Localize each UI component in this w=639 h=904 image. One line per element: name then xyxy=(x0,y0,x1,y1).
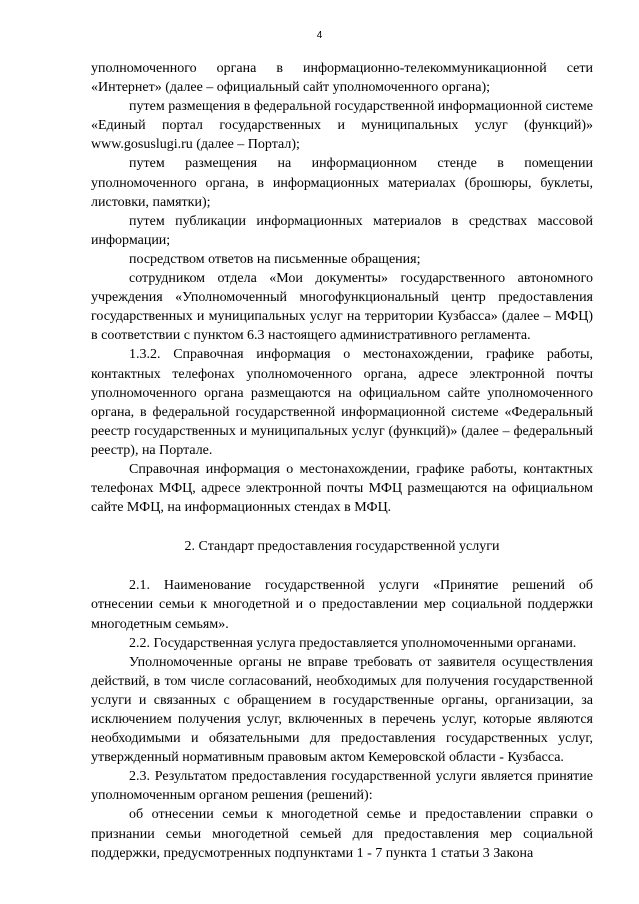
paragraph: Справочная информация о местонахождении, графике работы, контактных телефонах МФЦ, адресе электронной почты МФЦ размещаются на официальном сайте МФЦ, на информационных стендах в МФЦ. xyxy=(91,461,593,516)
paragraph: об отнесении семьи к многодетной семье и предоставлении справки о признании семьи многодетной семьей для предоставления мер социальной поддержки, предусмотренных подпунктами 1 - 7 пункта 1 статьи 3 Закона xyxy=(91,807,593,861)
paragraph: посредством ответов на письменные обращения; xyxy=(129,251,421,267)
paragraph: 1.3.2. Справочная информация о местонахождении, графике работы, контактных телефонах уполномоченного органа, адресе электронной почты уполномоченного органа размещаются на официальном сайте уполномоченного органа, в федеральной государственной информационной системе «Федеральный реестр государственных и муниципальных услуг (функций)» (далее – федеральный реестр), на Портале. xyxy=(91,347,593,458)
paragraph: путем размещения в федеральной государственной информационной системе «Единый портал государственных и муниципальных услуг (функций)» www.gosuslugi.ru (далее – Портал); xyxy=(91,99,593,153)
paragraph: уполномоченного органа в информационно-телекоммуникационной сети «Интернет» (далее – официальный сайт уполномоченного органа); xyxy=(91,61,593,96)
paragraph: Уполномоченные органы не вправе требовать от заявителя осуществления действий, в том числе согласований, необходимых для получения государственной услуги и связанных с обращением в государственные органы, организации, за исключением получения услуг, включенных в перечень услуг, которые являются необходимыми и обязательными для предоставления государственных услуг, утвержденный нормативным правовым актом Кемеровской области - Кузбасса. xyxy=(91,654,593,766)
paragraph: сотрудником отдела «Мои документы» государственного автономного учреждения «Уполномоченный многофункциональный центр предоставления государственных и муниципальных услуг на территории Кузбасса» (далее – МФЦ) в соответствии с пунктом 6.3 настоящего административного регламента. xyxy=(91,271,593,344)
paragraph: 2.2. Государственная услуга предоставляется уполномоченными органами. xyxy=(129,635,577,651)
document-body xyxy=(91,59,593,863)
section-heading: 2. Стандарт предоставления государственной услуги xyxy=(184,539,500,555)
paragraph: путем публикации информационных материалов в средствах массовой информации; xyxy=(91,213,593,248)
paragraph: 2.3. Результатом предоставления государственной услуги является принятие уполномоченным органом решения (решений): xyxy=(91,769,593,804)
page-number: 4 xyxy=(316,30,323,41)
paragraph: 2.1. Наименование государственной услуги «Принятие решений об отнесении семьи к многодетной и о предоставлении мер социальной поддержки многодетным семьям». xyxy=(91,578,593,632)
paragraph: путем размещения на информационном стенде в помещении уполномоченного органа, в информационных материалах (брошюры, буклеты, листовки, памятки); xyxy=(91,156,593,210)
